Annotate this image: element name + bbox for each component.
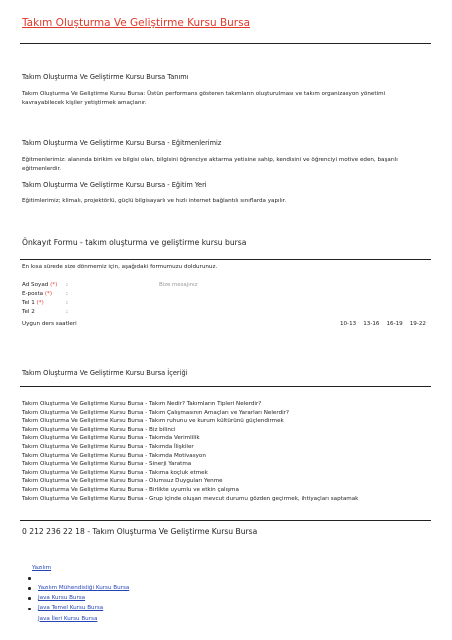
name-label-text: Ad Soyad bbox=[22, 282, 49, 288]
required-mark: (*) bbox=[44, 291, 53, 297]
content-heading: Takım Oluşturma Ve Geliştirme Kursu Bursa İçeriği bbox=[22, 369, 188, 377]
tel1-input[interactable] bbox=[72, 298, 148, 307]
footer-link[interactable]: Java İleri Kursu Bursa bbox=[38, 615, 98, 622]
hours-option[interactable]: 19-22 bbox=[409, 321, 426, 327]
name-field-label bbox=[22, 282, 57, 288]
footer-link-item bbox=[22, 574, 130, 591]
hours-option[interactable]: 10-13 bbox=[339, 321, 357, 327]
divider bbox=[20, 259, 431, 260]
tanim-text: Takım Oluşturma Ve Geliştirme Kursu Bursa: Üstün performans gösteren takımların oluşturulması ve takım organizasyon yönetimi kavrayabilecek kişiler yetiştirmek amaçlanır. bbox=[22, 91, 386, 107]
hours-label: Uygun ders saatleri bbox=[22, 321, 77, 327]
category-link[interactable]: Yazılım bbox=[32, 565, 52, 571]
email-label-text: E-posta bbox=[22, 291, 44, 297]
divider bbox=[20, 43, 431, 44]
list-item: Takım Oluşturma Ve Geliştirme Kursu Bursa - Takımda Verimlilik bbox=[22, 435, 200, 442]
list-item: Takım Oluşturma Ve Geliştirme Kursu Bursa - Takım Çalışmasının Amaçları ve Yararları Nelerdir? bbox=[22, 409, 289, 416]
tel2-label-text: Tel 2 bbox=[22, 309, 35, 315]
tel1-field-label bbox=[22, 300, 44, 306]
content-list bbox=[22, 400, 432, 503]
hours-option[interactable]: 16-19 bbox=[386, 321, 403, 327]
tel2-field-label bbox=[22, 309, 35, 315]
required-mark: (*) bbox=[36, 300, 44, 306]
tel2-input[interactable] bbox=[72, 307, 148, 316]
colon: : bbox=[66, 282, 68, 288]
list-item: Takım Oluşturma Ve Geliştirme Kursu Bursa - Biz bilinci bbox=[22, 426, 176, 433]
footer-link-item bbox=[22, 594, 129, 612]
colon: : bbox=[66, 300, 68, 306]
list-item: Takım Oluşturma Ve Geliştirme Kursu Bursa - Takıma koçluk etmek bbox=[22, 469, 208, 476]
tel1-label-text: Tel 1 bbox=[22, 300, 35, 306]
list-item: Takım Oluşturma Ve Geliştirme Kursu Bursa - Grup içinde oluşan mevcut durumu gözden geçirmek, ihtiyaçları saptamak bbox=[22, 495, 359, 502]
yer-text: Eğitimlerimiz; klimalı, projektörlü, güçlü bilgisayarlı ve hızlı internet bağlantılı sınıflarda yapılır. bbox=[22, 198, 287, 204]
hours-options bbox=[340, 321, 426, 327]
footer-link-item bbox=[22, 605, 129, 622]
page-title-link[interactable]: Takım Oluşturma Ve Geliştirme Kursu Bursa bbox=[22, 17, 251, 29]
footer-link[interactable]: Java Temel Kursu Bursa bbox=[38, 605, 104, 612]
hours-option[interactable]: 13-16 bbox=[363, 321, 380, 327]
form-intro: En kısa sürede size dönmemiz için, aşağıdaki formumuzu doldurunuz. bbox=[22, 264, 218, 270]
colon: : bbox=[66, 309, 68, 315]
list-item: Takım Oluşturma Ve Geliştirme Kursu Bursa - Birlikte uyumlu ve etkin çalışma bbox=[22, 486, 239, 493]
footer-link-item bbox=[22, 584, 129, 602]
list-item: Takım Oluşturma Ve Geliştirme Kursu Bursa - Takım Nedir? Takımların Tipleri Nelerdir? bbox=[22, 401, 262, 407]
email-input[interactable] bbox=[72, 289, 148, 298]
egitmen-text: Eğitmenlerimiz: alanında birikim ve bilgisi olan, bilgisini öğrenciye aktarma yetisine sahip, kendisini ve öğrenciyi motive eden, başarılı eğitmenlerdir. bbox=[22, 157, 398, 173]
list-item: Takım Oluşturma Ve Geliştirme Kursu Bursa - Takım ruhunu ve kurum kültürünü güçlendirmek bbox=[22, 418, 284, 425]
yer-heading: Takım Oluşturma Ve Geliştirme Kursu Bursa - Eğitim Yeri bbox=[22, 181, 207, 189]
footer-link[interactable]: Java Kursu Bursa bbox=[38, 595, 86, 602]
tanim-heading: Takım Oluşturma Ve Geliştirme Kursu Bursa Tanımı bbox=[22, 73, 189, 81]
list-item: Takım Oluşturma Ve Geliştirme Kursu Bursa - Takımda Motivasyon bbox=[22, 452, 206, 459]
phone-line: 0 212 236 22 18 - Takım Oluşturma Ve Geliştirme Kursu Bursa bbox=[22, 527, 258, 536]
message-textarea[interactable]: Bize mesajınız bbox=[159, 282, 198, 288]
divider bbox=[20, 520, 431, 521]
divider bbox=[20, 386, 431, 387]
egitmen-heading: Takım Oluşturma Ve Geliştirme Kursu Bursa - Eğitmenlerimiz bbox=[22, 139, 222, 147]
form-heading: Önkayıt Formu - takım oluşturma ve geliştirme kursu bursa bbox=[22, 238, 247, 247]
required-mark: (*) bbox=[50, 282, 58, 288]
footer-links bbox=[22, 574, 130, 622]
name-input[interactable] bbox=[72, 280, 148, 289]
list-item: Takım Oluşturma Ve Geliştirme Kursu Bursa - Takımda İlişkiler bbox=[22, 443, 194, 450]
footer-link[interactable]: Yazılım Mühendisliği Kursu Bursa bbox=[38, 585, 130, 591]
colon: : bbox=[66, 291, 68, 297]
email-field-label bbox=[22, 291, 52, 297]
list-item: Takım Oluşturma Ve Geliştirme Kursu Bursa - Sinerji Yaratma bbox=[22, 461, 192, 468]
list-item: Takım Oluşturma Ve Geliştirme Kursu Bursa - Olumsuz Duyguları Yenme bbox=[22, 478, 223, 485]
